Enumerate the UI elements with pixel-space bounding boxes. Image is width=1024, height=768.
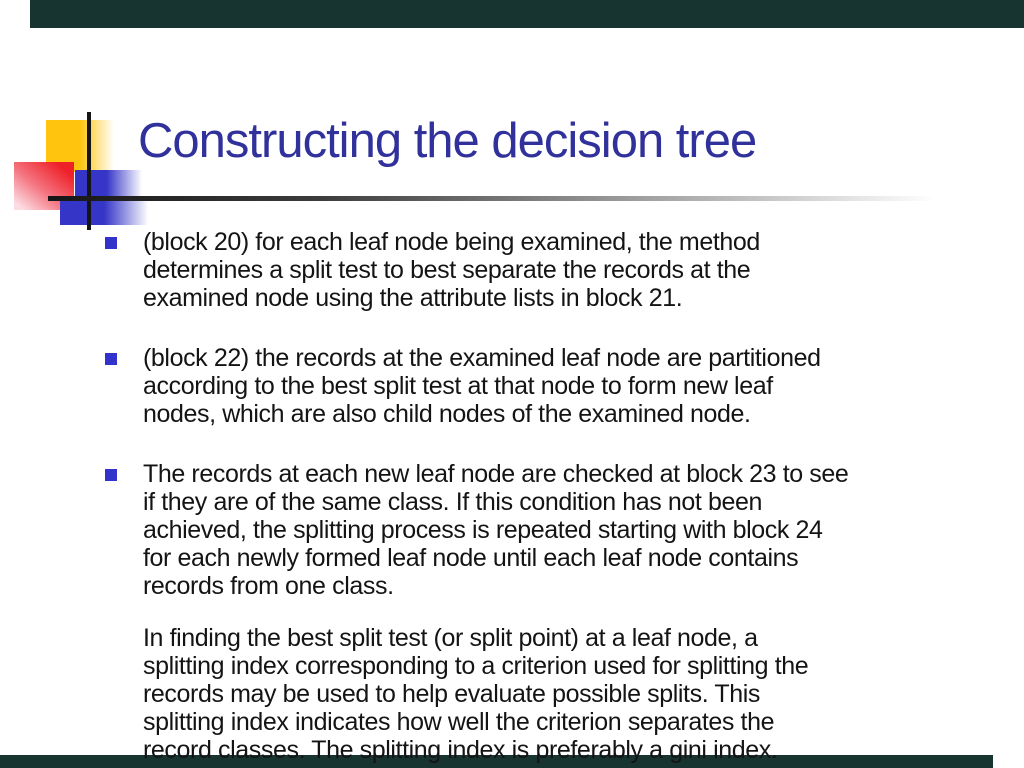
- closing-paragraph: [143, 624, 983, 764]
- bullet-square-icon: [105, 353, 117, 365]
- paragraph-line: determines a split test to best separate the records at the: [143, 256, 751, 284]
- paragraph-line: records may be used to help evaluate possible splits. This: [143, 680, 760, 708]
- paragraph-line: (block 22) the records at the examined leaf node are partitioned: [143, 344, 821, 372]
- bullet-square-icon: [105, 237, 117, 249]
- bullet-square-icon: [105, 469, 117, 481]
- paragraph-line: nodes, which are also child nodes of the examined node.: [143, 400, 751, 428]
- paragraph-line: splitting index indicates how well the criterion separates the: [143, 708, 775, 736]
- paragraph-line: record classes. The splitting index is preferably a gini index.: [143, 736, 778, 764]
- paragraph-line: The records at each new leaf node are checked at block 23 to see: [143, 460, 849, 488]
- paragraph-line: if they are of the same class. If this condition has not been: [143, 488, 763, 516]
- decor-blue-square-lower: [60, 201, 152, 225]
- paragraph-line: (block 20) for each leaf node being examined, the method: [143, 228, 760, 256]
- bullet-paragraph-3: [143, 460, 983, 600]
- paragraph-line: achieved, the splitting process is repeated starting with block 24: [143, 516, 823, 544]
- decor-vertical-line: [87, 112, 91, 230]
- top-letterbox-bar: [30, 0, 1024, 28]
- paragraph-line: splitting index corresponding to a criterion used for splitting the: [143, 652, 809, 680]
- decor-horizontal-rule: [48, 196, 953, 201]
- bullet-paragraph-1: [143, 228, 983, 312]
- slide-title: Constructing the decision tree: [138, 114, 757, 168]
- decor-blue-square-upper: [75, 170, 145, 197]
- bullet-paragraph-2: [143, 344, 983, 428]
- paragraph-line: records from one class.: [143, 572, 394, 600]
- paragraph-line: examined node using the attribute lists in block 21.: [143, 284, 683, 312]
- paragraph-line: In finding the best split test (or split point) at a leaf node, a: [143, 624, 758, 652]
- paragraph-line: according to the best split test at that node to form new leaf: [143, 372, 773, 400]
- paragraph-line: for each newly formed leaf node until each leaf node contains: [143, 544, 799, 572]
